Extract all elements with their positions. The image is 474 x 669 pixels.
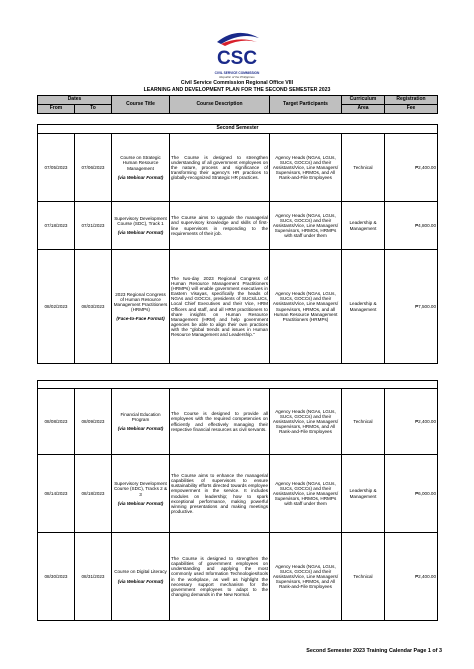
table-row [38,455,438,533]
to-date: 07/06/2023 [75,134,112,202]
col-dates: Dates [38,96,112,105]
course-title: Financial Education Program (via Webinar Format) [112,389,170,455]
target-participants: Agency Heads (NGAs, LGUs, SUCs, GOCCs) and their Assistants/Vice, Line Managers/ Supervisors, HRMOs, and All Rank-and-File Employees [270,134,342,202]
col-registration: Registration [385,96,438,105]
target-participants: Agency Heads (NGAs, LGUs, SUCs, GOCCs) and their Assistants/Vice, Line Managers/ Supervisors, HRMOs, HRMPs with staff under them [270,455,342,533]
courses-table-1 [37,124,438,364]
registration-fee: ₱6,000.00 [385,455,438,533]
table-row [38,202,438,250]
from-date: 08/02/2023 [38,250,75,364]
column-header-table [37,95,438,114]
office-name: Civil Service Commission Regional Office VIII [180,80,294,86]
registration-fee: ₱2,400.00 [385,533,438,621]
col-area: Area [342,105,385,114]
from-date: 07/05/2023 [38,134,75,202]
registration-fee: ₱7,500.00 [385,250,438,364]
col-fee: Fee [385,105,438,114]
target-participants: Agency Heads (NGAs, LGUs, SUCs, GOCCs) and their Assistants/Vice, Line Managers/ Supervisors, HRMOs, and All Rank-and-File Employees [270,533,342,621]
curriculum-area: Leadership & Management [342,202,385,250]
from-date: 08/30/2023 [38,533,75,621]
curriculum-area: Technical [342,134,385,202]
course-title: Course on Strategic Human Resource Management (via Webinar Format) [112,134,170,202]
course-description: The Course aims to enhance the managerial capabilities of supervisors to ensure sustainability efforts directed towards employee empowerment in the service. It includes modules on leadership; how to spark exceptional performance, making powerful winning presentations and making meetings productive. [170,455,270,533]
curriculum-area: Leadership & Management [342,250,385,364]
target-participants: Agency Heads (NGAs, LGUs, SUCs, GOCCs) and their Assistants/Vice, Line Managers/ Supervisors, HRMOs, HRMPs with staff under them [270,202,342,250]
col-to: To [75,105,112,114]
to-date: 08/03/2023 [75,250,112,364]
course-description: The Course is designed to strengthen the capabilities of government employees on understanding and applying the most commonly used Information Technologies/tools in the workplace, as well as highlight the necessary support mechanism for the government employees to adapt to the changing demands in the New Normal. [170,533,270,621]
page-footer: Second Semester 2023 Training Calendar Page 1 of 3 [306,648,442,654]
from-date: 08/08/2023 [38,389,75,455]
curriculum-area: Leadership & Management [342,455,385,533]
from-date: 08/14/2023 [38,455,75,533]
course-description: The Course aims to upgrade the managerial and supervisory knowledge and skills of first-line supervisors in responding to the requirements of their job. [170,202,270,250]
target-participants: Agency Heads (NGAs, LGUs, SUCs, GOCCs) and their Assistants/Vice, Line Managers/ Supervisors, HRMOs, and all Human Resource Management Practitioners (HRMPs) [270,250,342,364]
logo-commission-name: CIVIL SERVICE COMMISSION [214,71,260,75]
course-title: Supervisory Development Course (SDC), Track 1 (via Webinar Format) [112,202,170,250]
course-description: The Course is designed to provide all employees with the required competencies on efficiently and effectively managing their respective financial resources as civil servants. [170,389,270,455]
csc-logo [211,30,263,70]
course-title: 2023 Regional Congress of Human Resource Management Practitioners (HRMPs) (Face-to-Face Format) [112,250,170,364]
to-date: 07/21/2023 [75,202,112,250]
course-title: Course on Digital Literacy (via Webinar Format) [112,533,170,621]
table-row [38,250,438,364]
registration-fee: ₱4,800.00 [385,202,438,250]
table-row [38,389,438,455]
table-row [38,134,438,202]
col-target-participants: Target Participants [270,96,342,114]
blank-row [38,381,438,389]
table-row [38,533,438,621]
col-course-description: Course Description [170,96,270,114]
col-course-title: Course Title [112,96,170,114]
from-date: 07/18/2023 [38,202,75,250]
registration-fee: ₱2,400.00 [385,134,438,202]
section-label: Second Semester [38,125,438,134]
curriculum-area: Technical [342,389,385,455]
course-description: The two-day 2023 Regional Congress of Human Resource Management Practitioners (HRMPs) will enable government executives in Eastern Visayas, specifically the heads of NGAs and GOCCs, presidents of SUCs/LUCs, Local Chief Executives and their Vice, HRM Officers and staff, and all HRM practitioners to share insights on Human Resource Management (HRM) and help government agencies be able to align their own practices with the "global trends and issues in Human Resource Management and Leadership." [170,250,270,364]
plan-title: LEARNING AND DEVELOPMENT PLAN FOR THE SECOND SEMESTER 2023 [143,87,331,93]
logo-letters: CSC [216,48,258,69]
col-from: From [38,105,75,114]
to-date: 08/18/2023 [75,455,112,533]
registration-fee: ₱2,400.00 [385,389,438,455]
to-date: 08/31/2023 [75,533,112,621]
logo-republic: Republic of the Philippines [219,75,255,79]
col-curriculum: Curriculum [342,96,385,105]
to-date: 08/09/2023 [75,389,112,455]
logo-swoosh-blue [217,33,259,44]
courses-table-2 [37,380,438,621]
curriculum-area: Technical [342,533,385,621]
course-description: The Course is designed to strengthen understanding of all government employees on the nature, process and significance of transforming their agency's HR practices to globally-recognized Strategic HR practices. [170,134,270,202]
target-participants: Agency Heads (NGAs, LGUs, SUCs, GOCCs) and their Assistants/Vice, Line Managers/ Supervisors, HRMOs, and All Rank-and-File Employees [270,389,342,455]
course-title: Supervisory Development Course (SDC), Tracks 2 & 3 (via Webinar Format) [112,455,170,533]
